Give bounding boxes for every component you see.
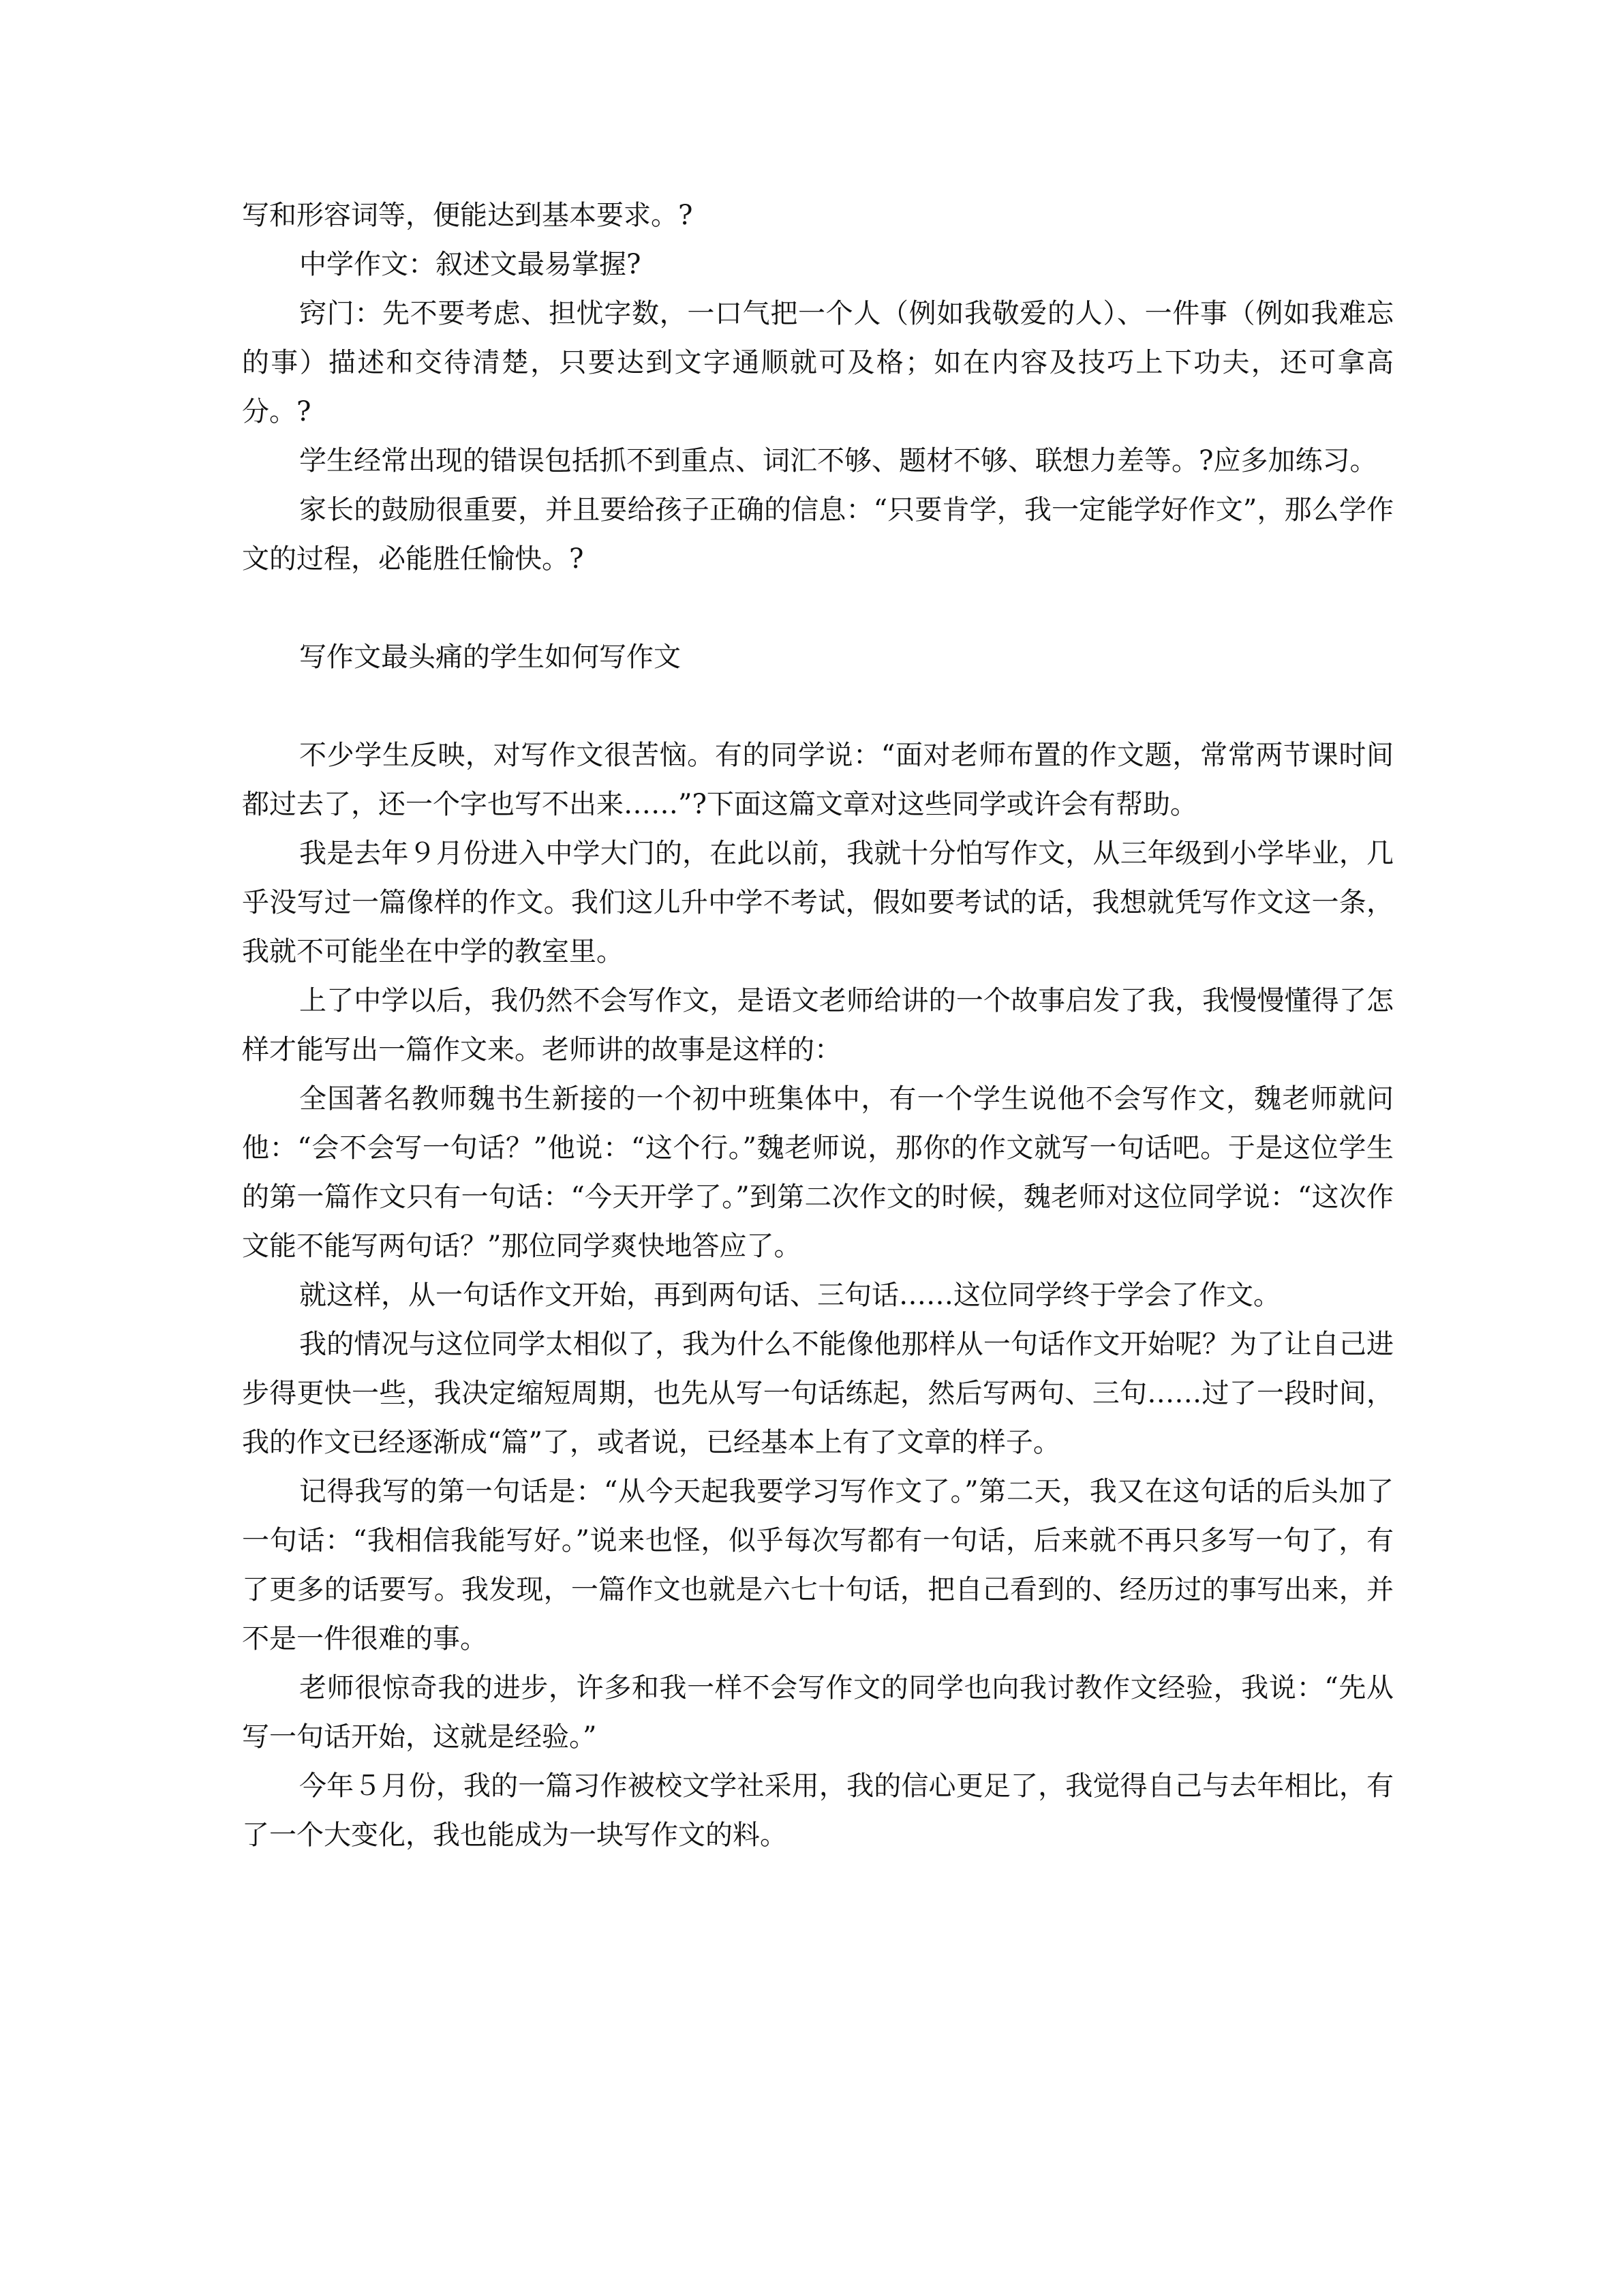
paragraph: 窍门：先不要考虑、担忧字数，一口气把一个人（例如我敬爱的人）、一件事（例如我难忘的事）描述和交待清楚，只要达到文字通顺就可及格；如在内容及技巧上下功夫，还可拿高分。? bbox=[242, 298, 1394, 427]
paragraph: 我是去年９月份进入中学大门的，在此以前，我就十分怕写作文，从三年级到小学毕业，几乎没写过一篇像样的作文。我们这儿升中学不考试，假如要考试的话，我想就凭写作文这一条，我就不可能坐在中学的教室里。 bbox=[242, 838, 1394, 967]
paragraph: 全国著名教师魏书生新接的一个初中班集体中，有一个学生说他不会写作文，魏老师就问他：“会不会写一句话？”他说：“这个行。”魏老师说，那你的作文就写一句话吧。于是这位学生的第一篇作文只有一句话：“今天开学了。”到第二次作文的时候，魏老师对这位同学说：“这次作文能不能写两句话？”那位同学爽快地答应了。 bbox=[242, 1083, 1394, 1262]
paragraph: 不少学生反映，对写作文很苦恼。有的同学说：“面对老师布置的作文题，常常两节课时间都过去了，还一个字也写不出来……”?下面这篇文章对这些同学或许会有帮助。 bbox=[242, 740, 1394, 820]
paragraph: 中学作文：叙述文最易掌握? bbox=[299, 249, 641, 280]
paragraph: 家长的鼓励很重要，并且要给孩子正确的信息：“只要肯学，我一定能学好作文”，那么学作文的过程，必能胜任愉快。? bbox=[242, 494, 1394, 575]
paragraph: 今年５月份，我的一篇习作被校文学社采用，我的信心更足了，我觉得自己与去年相比，有了一个大变化，我也能成为一块写作文的料。 bbox=[242, 1770, 1394, 1851]
paragraph: 上了中学以后，我仍然不会写作文，是语文老师给讲的一个故事启发了我，我慢慢懂得了怎样才能写出一篇作文来。老师讲的故事是这样的： bbox=[242, 985, 1394, 1066]
document-body bbox=[242, 191, 1394, 1860]
paragraph: 写和形容词等，便能达到基本要求。? bbox=[242, 200, 693, 231]
paragraph: 记得我写的第一句话是：“从今天起我要学习写作文了。”第二天，我又在这句话的后头加了一句话：“我相信我能写好。”说来也怪，似乎每次写都有一句话，后来就不再只多写一句了，有了更多的话要写。我发现，一篇作文也就是六七十句话，把自己看到的、经历过的事写出来，并不是一件很难的事。 bbox=[242, 1476, 1394, 1655]
paragraph: 就这样，从一句话作文开始，再到两句话、三句话……这位同学终于学会了作文。 bbox=[299, 1280, 1281, 1311]
paragraph: 学生经常出现的错误包括抓不到重点、词汇不够、题材不够、联想力差等。?应多加练习。 bbox=[299, 445, 1377, 477]
paragraph: 老师很惊奇我的进步，许多和我一样不会写作文的同学也向我讨教作文经验，我说：“先从写一句话开始，这就是经验。” bbox=[242, 1672, 1394, 1753]
paragraph: 我的情况与这位同学太相似了，我为什么不能像他那样从一句话作文开始呢？为了让自己进步得更快一些，我决定缩短周期，也先从写一句话练起，然后写两句、三句……过了一段时间，我的作文已经逐渐成“篇”了，或者说，已经基本上有了文章的样子。 bbox=[242, 1329, 1394, 1458]
article-title: 写作文最头痛的学生如何写作文 bbox=[299, 641, 681, 673]
